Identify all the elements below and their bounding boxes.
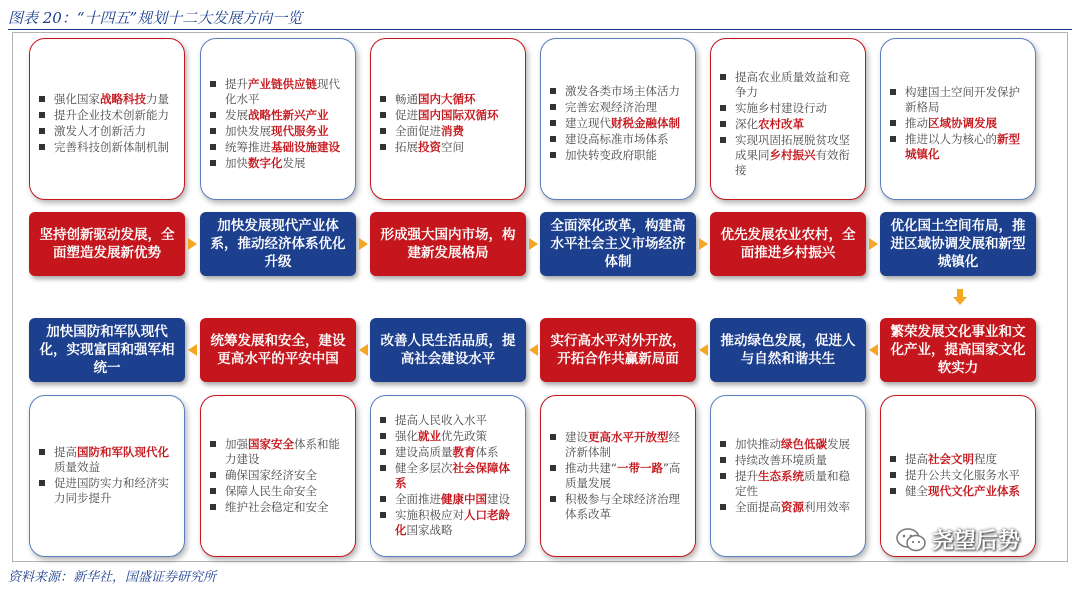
measure-item [541,430,689,460]
measure-item [201,108,349,123]
highlighted-text: 财税金融体制 [611,116,680,130]
measure-item [371,124,519,139]
measure-item [201,77,349,107]
measure-item [711,437,859,452]
direction-tile-8: 推动绿色发展，促进人与自然和谐共生 [710,318,866,382]
bullet-square-icon [720,473,726,479]
measure-text: 提升 [735,468,758,483]
bullet-square-icon [380,433,386,439]
measure-list [541,84,689,164]
measure-item [711,101,859,116]
measure-item [201,140,349,155]
highlighted-text: 数字化 [248,155,283,170]
measure-item [371,140,519,155]
direction-card-11 [200,395,356,557]
measure-text: 强化 [395,429,418,443]
measure-text: 激发各类市场主体活力 [565,84,680,98]
measure-text: 提高 [905,452,928,466]
bullet-square-icon [720,74,726,80]
measure-item [711,70,859,100]
bullet-square-icon [210,504,216,510]
measure-text: 强化国家 [54,92,100,106]
measure-text: 发展 [827,436,850,451]
measure-list [541,430,689,523]
measure-item [371,445,519,460]
bullet-square-icon [380,96,386,102]
measure-text: 确保国家经济安全 [225,467,317,482]
highlighted-text: 社会保障体系 [395,461,510,490]
measure-text: 维护社会稳定和安全 [225,499,329,514]
measure-item [371,92,519,107]
measure-text: ”高质量发展 [565,460,681,490]
measure-item [541,84,689,99]
measure-text: 保障人民生命安全 [225,483,317,498]
measure-item [201,484,349,499]
direction-tile-2: 加快发展现代产业体系，推动经济体系优化升级 [200,212,356,276]
bullet-square-icon [550,465,556,471]
measure-item [881,85,1029,115]
direction-card-10 [370,395,526,557]
measure-text: 提升公共文化服务水平 [905,468,1020,482]
bullet-square-icon [39,480,45,486]
direction-tile-9: 实行高水平对外开放，开拓合作共赢新局面 [540,318,696,382]
measure-item [30,445,178,475]
measure-text: 现代化水平 [225,76,340,106]
measure-text: 持续改善环境质量 [735,452,827,467]
measure-text: 拓展 [395,140,418,154]
measure-text: 建设高标准市场体系 [565,132,669,146]
direction-card-4 [540,38,696,200]
measure-item [711,117,859,132]
measure-list [371,413,519,539]
bullet-square-icon [210,488,216,494]
measure-item [541,461,689,491]
bullet-square-icon [380,417,386,423]
bullet-square-icon [720,457,726,463]
bullet-square-icon [380,465,386,471]
measure-item [711,133,859,178]
direction-tile-11: 统筹发展和安全，建设更高水平的平安中国 [200,318,356,382]
bullet-square-icon [550,496,556,502]
direction-tile-1: 坚持创新驱动发展，全面塑造发展新优势 [29,212,185,276]
measure-item [881,484,1029,499]
measure-text: 实施积极应对 [395,508,464,522]
measure-item [881,468,1029,483]
measure-list [371,92,519,156]
direction-card-12 [29,395,185,557]
bullet-square-icon [380,449,386,455]
highlighted-text: 战略性新兴产业 [248,107,329,122]
measure-text: 全面提高 [735,499,781,514]
bullet-square-icon [550,88,556,94]
bullet-square-icon [890,120,896,126]
highlighted-text: 人口老龄化 [395,508,510,537]
measure-item [881,116,1029,131]
measure-list [201,437,349,516]
arrow-right-icon [188,238,197,250]
bullet-square-icon [550,136,556,142]
bullet-square-icon [380,144,386,150]
measure-list [881,452,1029,500]
figure-title: 图表 20：“十四五”规划十二大发展方向一览 [8,9,303,27]
watermark [896,524,1020,555]
measure-text: 发展 [282,155,306,170]
measure-text: 有效衔接 [735,147,850,177]
direction-tile-5: 优先发展农业农村，全面推进乡村振兴 [710,212,866,276]
measure-text: 促进 [395,108,418,122]
bullet-square-icon [720,137,726,143]
measure-text: 发展 [225,107,248,122]
highlighted-text: 农村改革 [758,116,804,131]
highlighted-text: 乡村振兴 [769,147,816,162]
measure-text: 加快转变政府职能 [565,148,657,162]
direction-tile-7: 繁荣发展文化事业和文化产业，提高国家文化软实力 [880,318,1036,382]
highlighted-text: 国家安全 [248,436,294,451]
bullet-square-icon [39,96,45,102]
direction-tile-10: 改善人民生活品质，提高社会建设水平 [370,318,526,382]
measure-item [541,132,689,147]
measure-item [371,413,519,428]
bullet-square-icon [39,112,45,118]
measure-text: 建立现代 [565,116,611,130]
measure-item [371,429,519,444]
measure-item [201,468,349,483]
measure-text: 程度 [974,452,997,466]
direction-card-6 [880,38,1036,200]
measure-text: 质量效益 [54,460,100,474]
bullet-square-icon [550,152,556,158]
bullet-square-icon [890,136,896,142]
highlighted-text: 现代服务业 [271,123,329,138]
measure-text: 促进国防实力和经济实力同步提升 [54,476,169,505]
measure-list [711,70,859,179]
arrow-left-icon [699,344,708,356]
highlighted-text: 国内大循环 [418,92,476,106]
bullet-square-icon [210,472,216,478]
highlighted-text: 新型城镇化 [905,132,1020,161]
measure-item [30,92,178,107]
measure-text: 健全多层次 [395,461,453,475]
measure-text: 质量和稳定性 [735,468,850,498]
measure-item [371,461,519,491]
highlighted-text: 消费 [441,124,464,138]
bullet-square-icon [210,441,216,447]
measure-text: 力量 [146,92,169,106]
bullet-square-icon [890,472,896,478]
highlighted-text: 区域协调发展 [928,116,997,130]
measure-text: 建设 [565,429,588,444]
bullet-square-icon [210,144,216,150]
measure-item [30,124,178,139]
direction-tile-3: 形成强大国内市场，构建新发展格局 [370,212,526,276]
measure-text: 提高 [54,445,77,459]
bullet-square-icon [210,81,216,87]
highlighted-text: 一带一路 [616,460,663,475]
title-rule [8,29,1072,30]
bullet-square-icon [550,434,556,440]
highlighted-text: 社会文明 [928,452,974,466]
measure-item [541,148,689,163]
bullet-square-icon [720,105,726,111]
bullet-square-icon [39,449,45,455]
bullet-square-icon [39,144,45,150]
direction-card-5 [710,38,866,200]
measure-text: 提升 [225,76,248,91]
arrow-right-icon [699,238,708,250]
measure-item [711,469,859,499]
direction-card-3 [370,38,526,200]
measure-item [30,476,178,506]
bullet-square-icon [720,441,726,447]
measure-item [371,492,519,507]
measure-text: 激发人才创新活力 [54,124,146,138]
direction-card-1 [29,38,185,200]
highlighted-text: 生态系统 [758,468,804,483]
measure-item [201,156,349,171]
measure-item [541,100,689,115]
measure-list [881,85,1029,163]
bullet-square-icon [550,120,556,126]
highlighted-text: 就业 [418,429,441,443]
measure-text: 统筹推进 [225,139,271,154]
measure-text: 提高农业质量效益和竞争力 [735,69,850,99]
bullet-square-icon [380,496,386,502]
bullet-square-icon [720,121,726,127]
measure-text: 积极参与全球经济治理体系改革 [565,491,680,521]
measure-item [711,453,859,468]
measure-text: 加快发展 [225,123,271,138]
measure-item [201,437,349,467]
highlighted-text: 健康中国 [441,492,487,506]
highlighted-text: 产业链供应链 [248,76,317,91]
direction-card-2 [200,38,356,200]
measure-text: 实现巩固拓展脱贫攻坚成果同 [735,132,850,162]
measure-item [30,108,178,123]
measure-text: 加快 [225,155,248,170]
measure-text: 利用效率 [804,499,850,514]
measure-text: 提高人民收入水平 [395,413,487,427]
measure-text: 空间 [441,140,464,154]
highlighted-text: 绿色低碳 [781,436,827,451]
highlighted-text: 教育 [452,445,476,459]
measure-item [541,116,689,131]
measure-list [201,77,349,172]
watermark-text: 尧望后势 [932,529,1021,554]
measure-text: 健全 [905,484,928,498]
measure-text: 实施乡村建设行动 [735,100,827,115]
highlighted-text: 国防和军队现代化 [77,445,169,459]
measure-item [881,132,1029,162]
bullet-square-icon [39,128,45,134]
measure-text: 建设 [487,492,510,506]
highlighted-text: 基础设施建设 [271,139,340,154]
bullet-square-icon [720,504,726,510]
measure-text: 完善宏观经济治理 [565,100,657,114]
measure-text: 优先政策 [441,429,487,443]
bullet-square-icon [210,112,216,118]
measure-item [201,124,349,139]
bullet-square-icon [380,128,386,134]
direction-card-8 [710,395,866,557]
measure-text: 加强 [225,436,248,451]
measure-list [30,445,178,507]
measure-text: 畅通 [395,92,418,106]
measure-text: 建设高质量 [395,445,453,459]
arrow-left-icon [529,344,538,356]
measure-text: 提升企业技术创新能力 [54,108,169,122]
bullet-square-icon [890,488,896,494]
highlighted-text: 战略科技 [100,92,146,106]
measure-item [201,500,349,515]
measure-item [881,452,1029,467]
highlighted-text: 更高水平开放型 [588,429,669,444]
bullet-square-icon [890,456,896,462]
measure-item [711,500,859,515]
measure-text: 推动共建“ [565,460,617,475]
arrow-left-icon [359,344,368,356]
measure-text: 体系和能力建设 [225,436,340,466]
arrow-left-icon [869,344,878,356]
direction-tile-4: 全面深化改革，构建高水平社会主义市场经济体制 [540,212,696,276]
highlighted-text: 现代文化产业体系 [928,484,1020,498]
measure-text: 构建国土空间开发保护新格局 [905,85,1020,114]
measure-item [30,140,178,155]
bullet-square-icon [380,512,386,518]
down-arrow-icon [953,289,967,305]
highlighted-text: 资源 [781,499,804,514]
arrow-right-icon [529,238,538,250]
direction-card-9 [540,395,696,557]
direction-tile-6: 优化国土空间布局，推进区域协调发展和新型城镇化 [880,212,1036,276]
bullet-square-icon [550,104,556,110]
measure-text: 经济新体制 [565,429,680,459]
measure-text: 全面促进 [395,124,441,138]
direction-tile-12: 加快国防和军队现代化，实现富国和强军相统一 [29,318,185,382]
highlighted-text: 投资 [418,140,441,154]
measure-list [30,92,178,156]
arrow-right-icon [869,238,878,250]
bullet-square-icon [210,128,216,134]
measure-text: 完善科技创新体制机制 [54,140,169,154]
measure-text: 国家战略 [406,523,453,537]
measure-text: 全面推进 [395,492,441,506]
measure-text: 深化 [735,116,758,131]
measure-item [371,108,519,123]
bullet-square-icon [210,160,216,166]
source-note: 资料来源：新华社，国盛证券研究所 [8,570,217,585]
measure-text: 推动 [905,116,928,130]
highlighted-text: 国内国际双循环 [418,108,499,122]
arrow-right-icon [359,238,368,250]
measure-text: 推进以人为核心的 [905,132,997,146]
bullet-square-icon [890,89,896,95]
arrow-left-icon [188,344,197,356]
bullet-square-icon [380,112,386,118]
measure-text: 体系 [475,445,499,459]
measure-list [711,437,859,516]
measure-item [541,492,689,522]
wechat-icon [896,527,926,553]
measure-item [371,508,519,538]
measure-text: 加快推动 [735,436,781,451]
